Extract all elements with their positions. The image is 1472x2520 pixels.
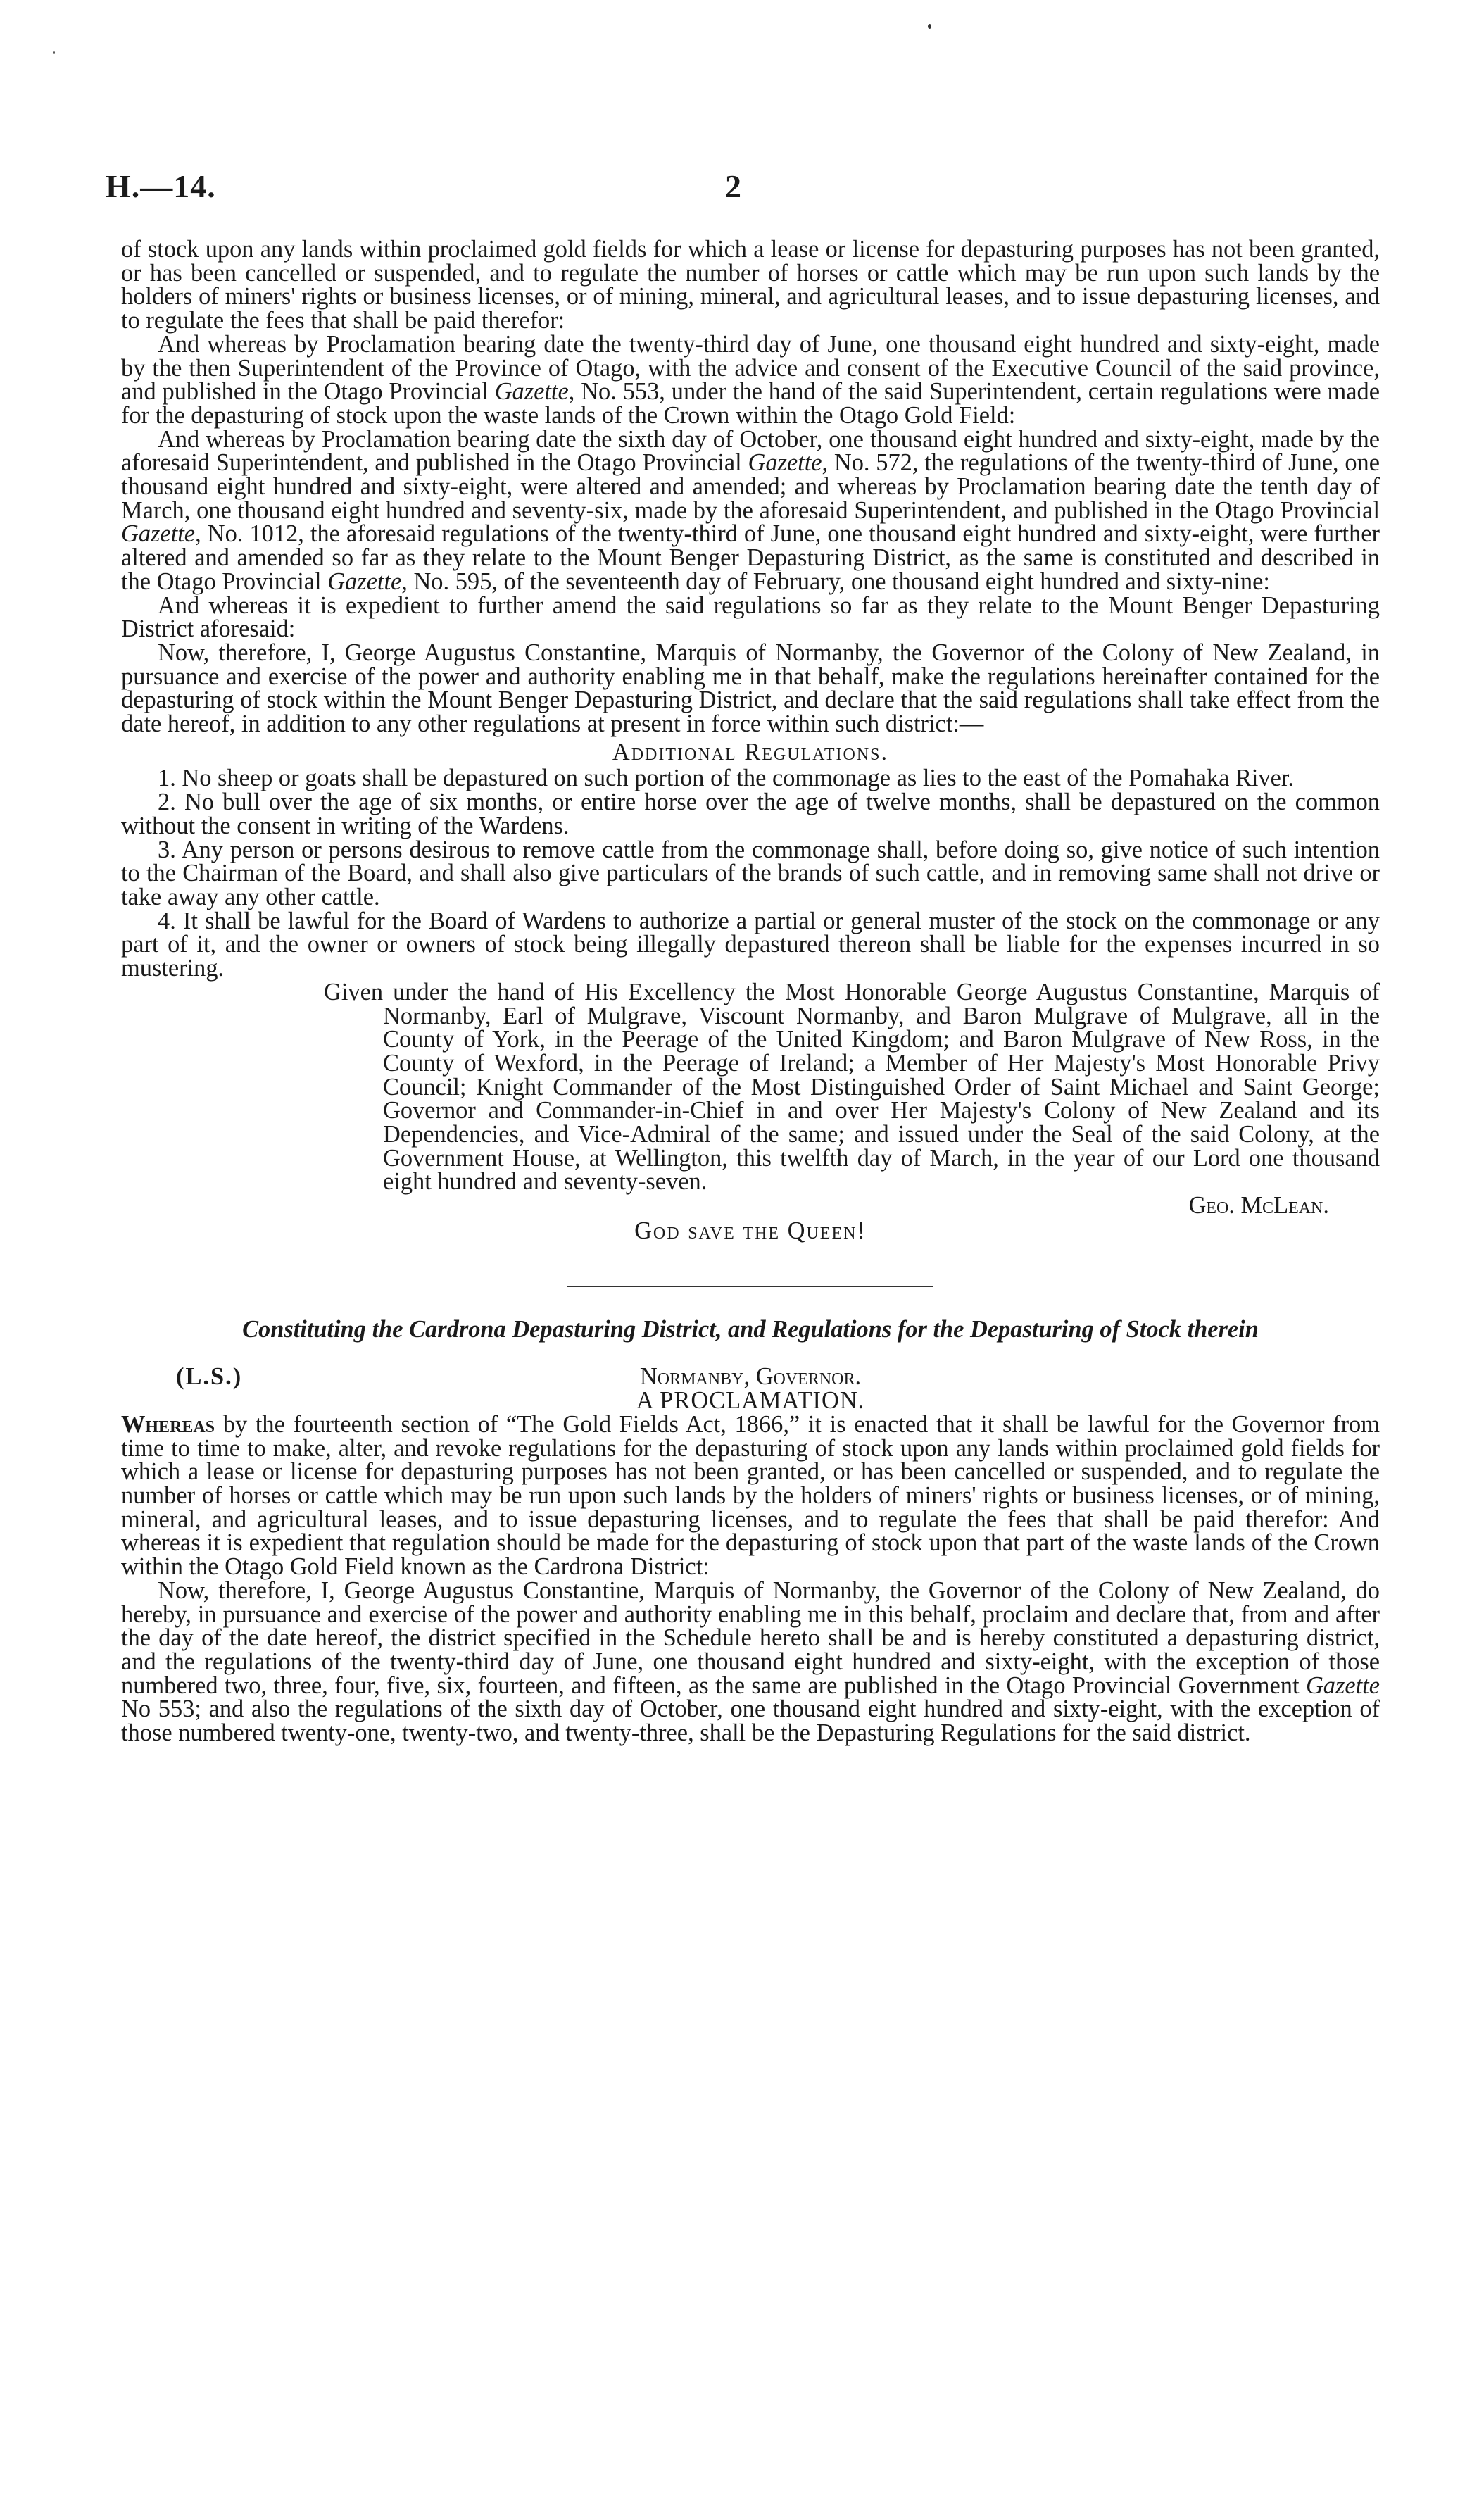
signature: Geo. McLean.	[1188, 1192, 1329, 1220]
paragraph: Now, therefore, I, George Augustus Constantine, Marquis of Normanby, the Governor of the Colony of New Zealand, in pursuance and exercise of the power and authority enabling me in that behalf, make the regulations hereinafter contained for the depasturing of stock within the Mount Benger Depasturing District, and declare that the said regulations shall take effect from the date hereof, in addition to any other regulations at present in force within such district:—	[121, 639, 1380, 738]
section-divider	[567, 1286, 933, 1287]
body-text	[121, 238, 1380, 1745]
text-run: , No. 572, the regulations of the twenty-third of June, one thousand eight hundred and sixty-eight, were altered and amended; and whereas by Proclamation bearing date the tenth day of March, one thousand eight hundred and seventy-six, made by the aforesaid Superintendent, and published in the Otago Provincial	[121, 449, 1380, 524]
text-run: And whereas by Proclamation bearing date the sixth day of October, one thousand eight hundred and sixty-eight, made by the aforesaid Superintendent, and published in the Otago Provincial	[121, 425, 1380, 477]
gazette-word: Gazette	[1305, 1672, 1380, 1699]
proclamation-heading: A PROCLAMATION.	[636, 1387, 865, 1415]
whereas-word: Whereas	[121, 1410, 215, 1438]
speck-mark	[928, 24, 931, 29]
proclamation-title: Constituting the Cardrona Depasturing District, and Regulations for the Depasturing of Stock therein	[242, 1315, 1259, 1343]
gazette-word: Gazette	[327, 568, 402, 595]
regulation-item: 3. Any person or persons desirous to remove cattle from the commonage shall, before doing so, give notice of such intention to the Chairman of the Board, and shall also give particulars of the brands of such cattle, and in removing same shall not drive or take away any other cattle.	[121, 836, 1380, 910]
paragraph	[121, 330, 1380, 429]
section-heading: Additional Regulations.	[612, 738, 889, 765]
god-save-the-queen: God save the Queen!	[634, 1217, 867, 1244]
gazette-word: Gazette	[121, 520, 196, 548]
text-run: Now, therefore, I, George Augustus Constantine, Marquis of Normanby, the Governor of the Colony of New Zealand, do hereby, in pursuance and exercise of the power and authority enabling me in this behalf, proclaim and declare that, from and after the day of the date hereof, the district specified in the Schedule hereto shall be and is hereby constituted a depasturing district, and the regulations of the twenty-third day of June, one thousand eight hundred and sixty-eight, with the exception of those numbered two, three, four, five, six, fourteen, and fifteen, as the same are published in the Otago Provincial Government	[121, 1576, 1380, 1699]
text-run: , No. 1012, the aforesaid regulations of the twenty-third of June, one thousand eight hundred and sixty-eight, were further altered and amended so far as they relate to the Mount Benger Depasturing District, as the same is constituted and described in the Otago Provincial	[121, 520, 1380, 595]
paragraph: of stock upon any lands within proclaimed gold fields for which a lease or license for depasturing purposes has not been granted, or has been cancelled or suspended, and to regulate the number of horses or cattle which may be run upon such lands by the holders of miners' rights or business licenses, or of mining, mineral, and agricultural leases, and to issue depasturing licenses, and to regulate the fees that shall be paid therefor:	[121, 236, 1380, 334]
text-run: by the fourteenth section of “The Gold Fields Act, 1866,” it is enacted that it shall be lawful for the Governor from time to time to make, alter, and revoke regulations for the depasturing of stock upon any lands within proclaimed gold fields for which a lease or license for depasturing purposes has not been granted, or has been cancelled or suspended, and to regulate the number of horses or cattle which may be run upon such lands by the holders of miners' rights or business licenses, or of mining, mineral, and agricultural leases, and to issue depasturing licenses, and to regulate the fees that shall be paid therefor: And whereas it is expedient that regulation should be made for the depasturing of stock upon that part of the waste lands of the Crown within the Otago Gold Field known as the Cardrona District:	[121, 1410, 1380, 1581]
paragraph	[121, 425, 1380, 595]
seal-mark: (L.S.)	[176, 1363, 243, 1391]
gazette-word: Gazette	[494, 378, 569, 406]
paragraph	[121, 1576, 1380, 1747]
text-run: , No. 553, under the hand of the said Superintendent, certain regulations were made for the depasturing of stock upon the waste lands of the Crown within the Otago Gold Field:	[121, 378, 1380, 429]
regulation-item: 4. It shall be lawful for the Board of Wardens to authorize a partial or general muster of the stock on the commonage or any part of it, and the owner or owners of stock being illegally depastured thereon shall be liable for the expenses incurred in so mustering.	[121, 907, 1380, 982]
text-run: And whereas by Proclamation bearing date the twenty-third day of June, one thousand eight hundred and sixty-eight, made by the then Superintendent of the Province of Otago, with the advice and consent of the Executive Council of the said province, and published in the Otago Provincial	[121, 330, 1380, 406]
paragraph	[121, 1410, 1380, 1581]
gazette-word: Gazette	[748, 449, 822, 477]
text-run: , No. 595, of the seventeenth day of February, one thousand eight hundred and sixty-nine:	[401, 568, 1270, 595]
governor-name: Normanby, Governor.	[639, 1363, 862, 1391]
text-run: No 553; and also the regulations of the sixth day of October, one thousand eight hundred and sixty-eight, with the exception of those numbered twenty-one, twenty-two, and twenty-three, shall be the Depasturing Regulations for the said district.	[121, 1695, 1380, 1747]
page-number: 2	[725, 168, 741, 204]
speck-mark	[53, 51, 55, 54]
paragraph: And whereas it is expedient to further amend the said regulations so far as they relate to the Mount Benger Depasturing District aforesaid:	[121, 591, 1380, 643]
page-header	[106, 168, 1373, 217]
seal-governor-row	[121, 1365, 1380, 1389]
regulation-item: 2. No bull over the age of six months, or entire horse over the age of twelve months, shall be depastured on the common without the consent in writing of the Wardens.	[121, 789, 1380, 839]
given-under-hand: Given under the hand of His Excellency the Most Honorable George Augustus Constantine, Marquis of Normanby, Earl of Mulgrave, Viscount Normanby, and Baron Mulgrave of Mulgrave, all in the County of York, in the Peerage of the United Kingdom; and Baron Mulgrave of New Ross, in the County of Wexford, in the Peerage of Ireland; a Member of Her Majesty's Most Honorable Privy Council; Knight Commander of the Most Distinguished Order of Saint Michael and Saint George; Governor and Commander-in-Chief in and over Her Majesty's Colony of New Zealand and its Dependencies, and Vice-Admiral of the same; and issued under the Seal of the said Colony, at the Government House, at Wellington, this twelfth day of March, in the year of our Lord one thousand eight hundred and seventy-seven.	[324, 978, 1380, 1196]
document-code: H.—14.	[106, 168, 216, 204]
regulation-item: 1. No sheep or goats shall be depastured on such portion of the commonage as lies to the east of the Pomahaka River.	[158, 765, 1295, 792]
